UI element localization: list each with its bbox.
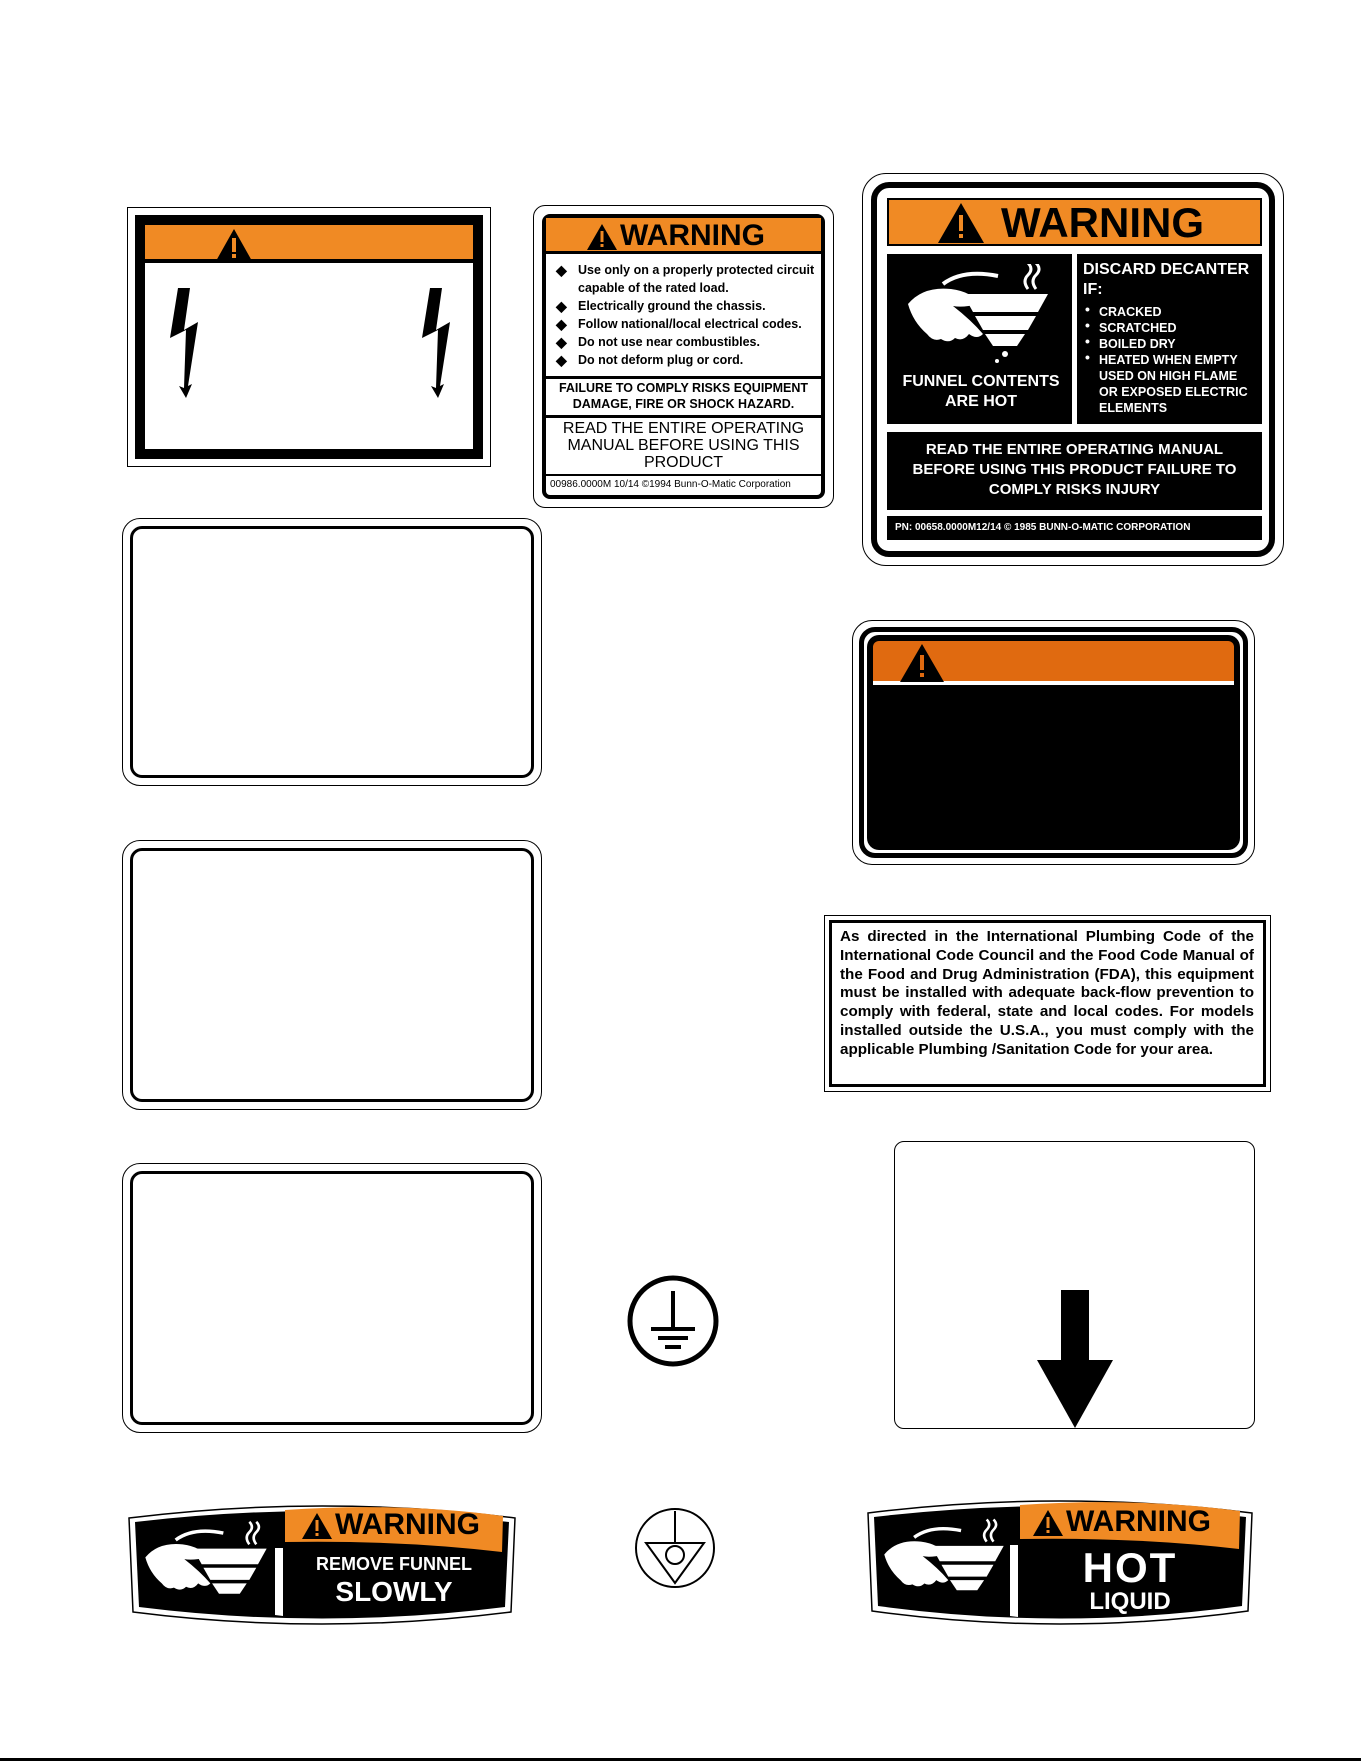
- warning-triangle-icon: [1032, 1509, 1064, 1537]
- bullet-item: ◆ Use only on a properly protected circuit capable of the rated load.: [550, 261, 820, 297]
- hand-funnel-icon: [903, 264, 1053, 364]
- warning-title: WARNING: [335, 1508, 480, 1541]
- part-number: 00986.0000M 10/14 ©1994 Bunn-O-Matic Corporation: [550, 479, 791, 490]
- electric-hazard-label: [127, 207, 491, 467]
- discard-item: • SCRATCHED: [1079, 320, 1259, 336]
- bullet-item: ◆ Follow national/local electrical codes.: [550, 315, 820, 333]
- equipotential-symbol-icon: [634, 1507, 716, 1589]
- lightning-bolt-icon: [166, 288, 202, 398]
- electrical-warning-label: [533, 205, 834, 508]
- discard-item: • CRACKED: [1079, 304, 1259, 320]
- caution-label: [852, 620, 1255, 865]
- liquid-text: LIQUID: [1089, 1588, 1171, 1615]
- plumbing-text: As directed in the International Plumbing Code of the International Code Council and the Food Code Manual of the Food and Drug Administration (FDA), this equipment must be installed with adequate back-flow prevention to comply with federal, state and local codes. For models installed outside the U.S.A., you must comply with the applicable Plumbing /Sanitation Code for your area.: [840, 928, 1254, 1058]
- warning-triangle-icon: [899, 643, 945, 683]
- funnel-hot-text: FUNNEL CONTENTS ARE HOT: [902, 373, 1060, 410]
- warning-triangle-icon: [937, 202, 985, 244]
- failure-notice: FAILURE TO COMPLY RISKS EQUIPMENT DAMAGE, FIRE OR SHOCK HAZARD.: [558, 381, 809, 411]
- hot-liquid-warning-label: [864, 1495, 1256, 1631]
- slowly-text: SLOWLY: [335, 1576, 453, 1607]
- bullet-list: [550, 261, 820, 369]
- bullet-items: [550, 261, 820, 369]
- warning-title: WARNING: [620, 219, 765, 252]
- discard-heading: DISCARD DECANTER IF:: [1083, 261, 1250, 298]
- blank-label: [122, 840, 542, 1110]
- ground-symbol-icon: [627, 1275, 719, 1367]
- remove-funnel-text: REMOVE FUNNEL: [315, 1554, 472, 1574]
- blank-label: [122, 1163, 542, 1433]
- part-number: PN: 00658.0000M12/14 © 1985 BUNN-O-MATIC CORPORATION: [895, 522, 1191, 533]
- discard-item: • HEATED WHEN EMPTY USED ON HIGH FLAME OR EXPOSED ELECTRIC ELEMENTS: [1079, 352, 1259, 416]
- plumbing-notice: [824, 915, 1271, 1092]
- bullet-item: ◆ Do not use near combustibles.: [550, 333, 820, 351]
- warning-title: WARNING: [1066, 1505, 1211, 1538]
- header-band: [145, 225, 473, 263]
- warning-triangle-icon: [301, 1512, 333, 1540]
- lightning-bolt-icon: [418, 288, 454, 398]
- bullet-item: ◆ Do not deform plug or cord.: [550, 351, 820, 369]
- discard-item: • BOILED DRY: [1079, 336, 1259, 352]
- hot-text: HOT: [1082, 1544, 1178, 1591]
- warning-title: WARNING: [1001, 199, 1204, 246]
- arrow-panel: [894, 1141, 1255, 1429]
- read-manual-notice: READ THE ENTIRE OPERATING MANUAL BEFORE USING THIS PRODUCT: [562, 420, 805, 471]
- warning-triangle-icon: [586, 223, 618, 251]
- warning-triangle-icon: [214, 227, 254, 263]
- blank-label: [122, 518, 542, 786]
- discard-list: [1079, 304, 1259, 416]
- remove-funnel-warning-label: [125, 1500, 519, 1630]
- hand-funnel-icon: [141, 1516, 271, 1616]
- read-manual-notice: READ THE ENTIRE OPERATING MANUAL BEFORE USING THIS PRODUCT FAILURE TO COMPLY RISKS INJURY: [912, 441, 1237, 498]
- decanter-warning-label: [862, 173, 1284, 566]
- bullet-item: ◆ Electrically ground the chassis.: [550, 297, 820, 315]
- hand-funnel-icon: [880, 1513, 1008, 1613]
- arrow-down-icon: [1037, 1290, 1113, 1430]
